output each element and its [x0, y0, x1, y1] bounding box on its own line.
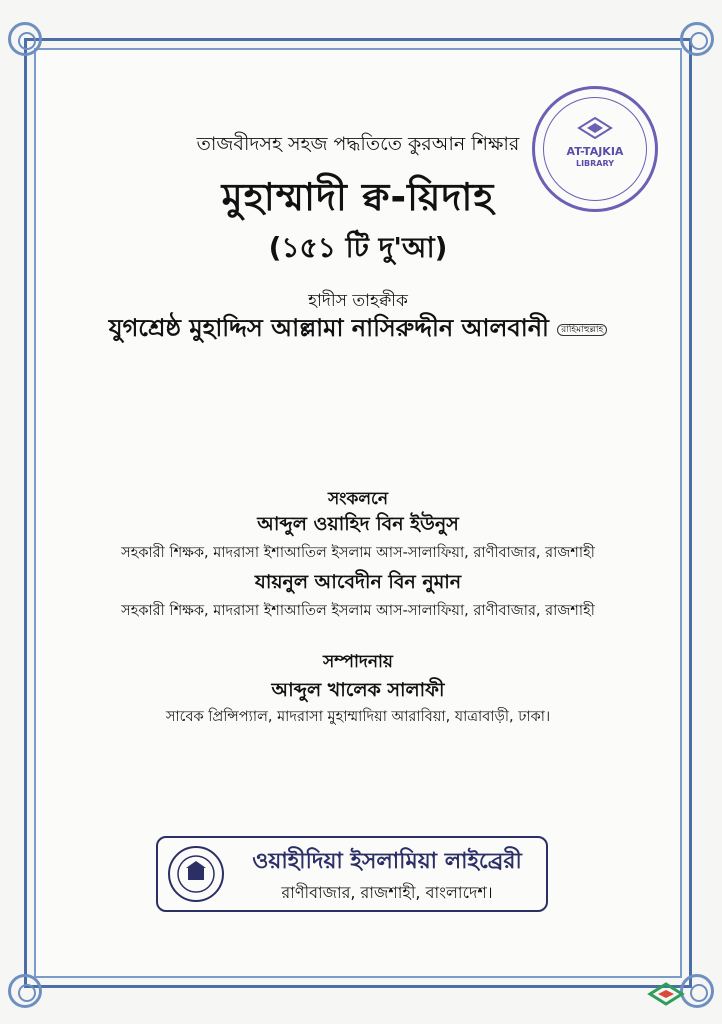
corner-ornament-icon	[680, 22, 714, 56]
publisher-address: রাণীবাজার, রাজশাহী, বাংলাদেশ।	[281, 883, 493, 902]
publisher-emblem-icon	[168, 846, 224, 902]
dua-count: (১৫১ টি দু'আ)	[268, 231, 448, 264]
compiler-role: সহকারী শিক্ষক, মাদরাসা ইশাআতিল ইসলাম আস-সালাফিয়া, রাণীবাজার, রাজশাহী	[121, 545, 595, 561]
compiler-name: যায়নুল আবেদীন বিন নুমান	[254, 571, 462, 593]
scholar-line	[34, 310, 682, 350]
stamp-name: AT-TAJKIA	[566, 145, 624, 158]
editor-name: আব্দুল খালেক সালাফী	[271, 679, 445, 701]
scholar-name: যুগশ্রেষ্ঠ মুহাদ্দিস আল্লামা নাসিরুদ্দীন আলবানী	[108, 314, 549, 342]
compiler-role: সহকারী শিক্ষক, মাদরাসা ইশাআতিল ইসলাম আস-সালাফিয়া, রাণীবাজার, রাজশাহী	[121, 603, 595, 619]
publisher-box	[156, 836, 548, 912]
publisher-name: ওয়াহীদিয়া ইসলামিয়া লাইব্রেরী	[252, 849, 522, 874]
corner-ornament-icon	[8, 974, 42, 1008]
compiler-name: আব্দুল ওয়াহিদ বিন ইউনুস	[257, 513, 459, 535]
compilation-heading: সংকলনে	[327, 489, 389, 509]
editor-role: সাবেক প্রিন্সিপ্যাল, মাদরাসা মুহাম্মাদিয়া আরাবিয়া, যাত্রাবাড়ী, ঢাকা।	[165, 709, 551, 725]
stamp-sub: LIBRARY	[575, 159, 615, 168]
book-title: মুহাম্মাদী ক্ব-য়িদাহ	[221, 175, 495, 219]
corner-ornament-icon	[8, 22, 42, 56]
subtitle-line: তাজবীদসহ সহজ পদ্ধতিতে কুরআন শিক্ষার	[196, 133, 520, 155]
hadith-label: হাদীস তাহক্বীক	[308, 291, 408, 311]
watermark-logo-icon	[646, 982, 686, 1008]
scholar-honorific: রাহিমাহুল্লাহ	[557, 324, 607, 336]
editing-heading: সম্পাদনায়	[323, 652, 393, 672]
